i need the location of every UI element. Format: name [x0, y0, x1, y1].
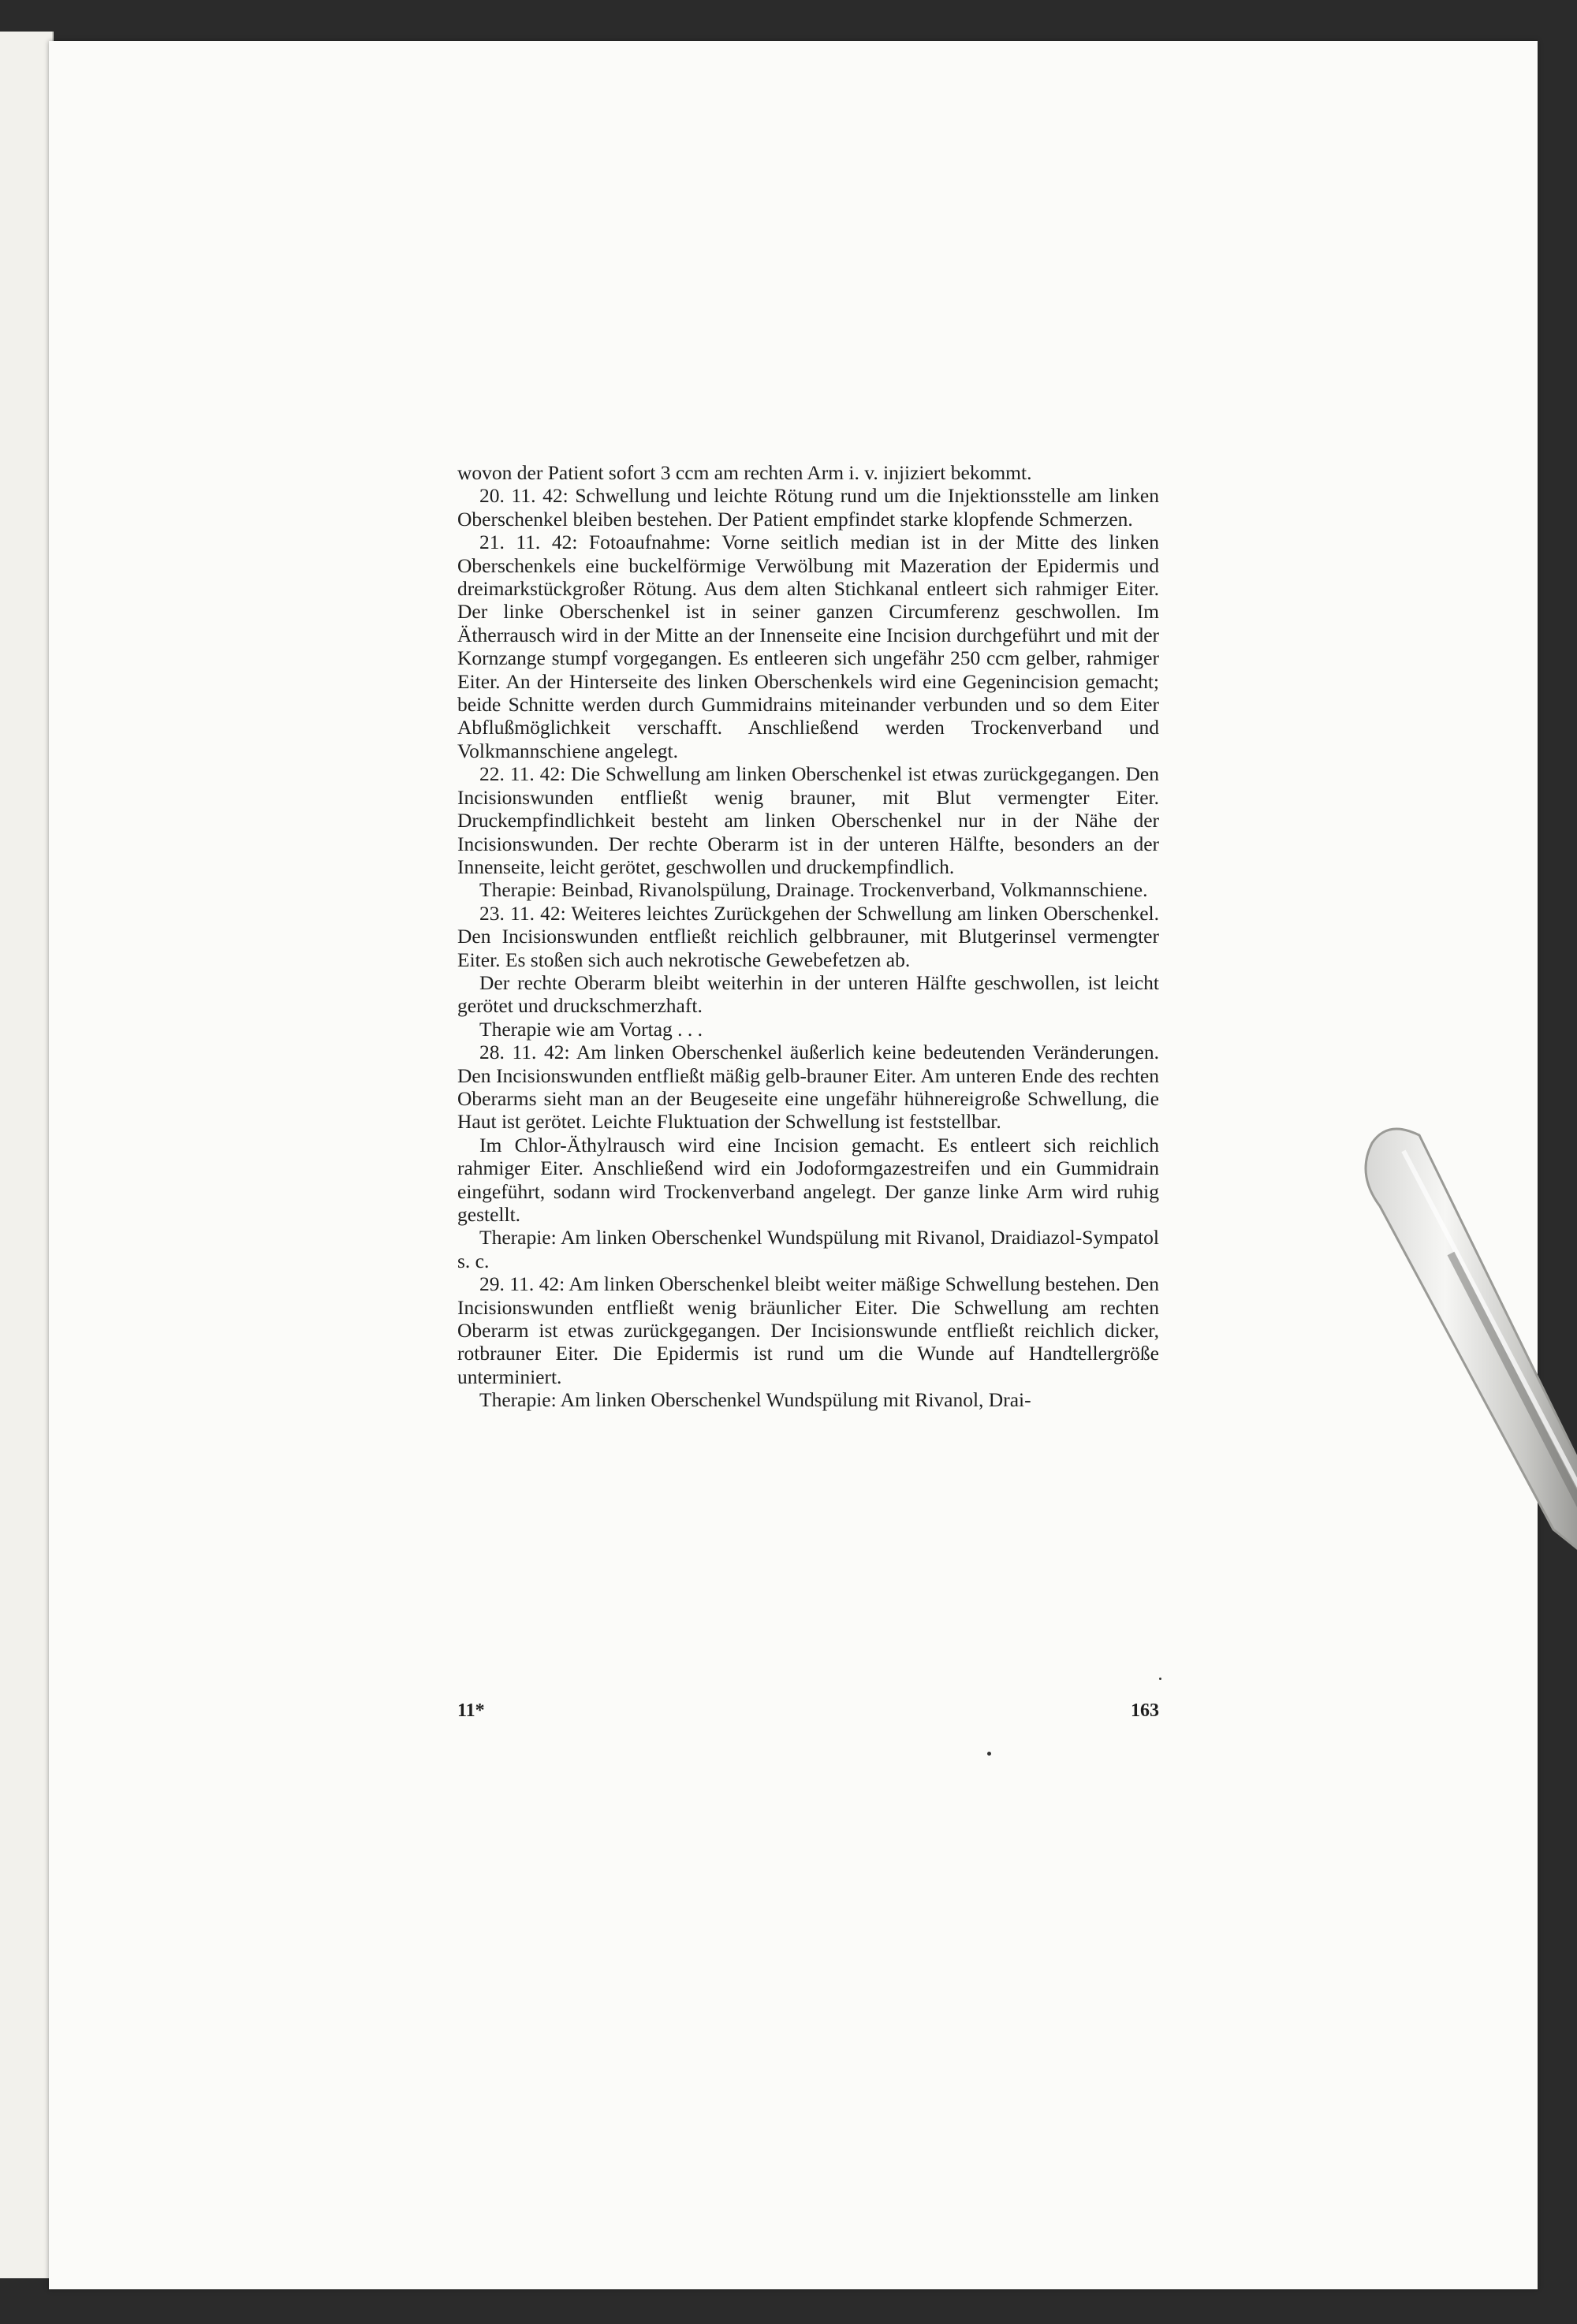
paragraph: wovon der Patient sofort 3 ccm am rechten Arm i. v. injiziert bekommt. — [457, 461, 1032, 484]
paragraph: 28. 11. 42: Am linken Oberschenkel äußerlich keine bedeutenden Veränderungen. Den Incisionswunden entfließt mäßig gelb-brauner Eiter. Am unteren Ende des rechten Oberarms sieht man an der Beugeseite eine ungefähr hühnereigroße Schwellung, die Haut ist gerötet. Leichte Fluktuation der Schwellung ist feststellbar. — [457, 1041, 1159, 1134]
paragraph: Therapie: Beinbad, Rivanolspülung, Drainage. Trockenverband, Volkmannschiene. — [479, 878, 1148, 902]
speck — [1159, 1678, 1161, 1680]
paragraph: Therapie: Am linken Oberschenkel Wundspülung mit Rivanol, Drai- — [479, 1388, 1031, 1412]
paragraph: Therapie: Am linken Oberschenkel Wundspülung mit Rivanol, Draidiazol-Sympatol s. c. — [457, 1226, 1159, 1272]
paragraph: 23. 11. 42: Weiteres leichtes Zurückgehen der Schwellung am linken Oberschenkel. Den Incisionswunden entfließt reichlich gelbbrauner, mit Blutgerinsel vermengter Eiter. Es stoßen sich auch nekrotische Gewebefetzen ab. — [457, 901, 1159, 971]
book-page — [49, 41, 1538, 2289]
paragraph: Im Chlor-Äthylrausch wird eine Incision gemacht. Es entleert sich reichlich rahmiger Eiter. Anschließend wird ein Jodoformgazestreifen und ein Gummidrain eingeführt, sodann wird Trockenverband angelegt. Der ganze linke Arm wird ruhig gestellt. — [457, 1133, 1159, 1226]
paragraph: 29. 11. 42: Am linken Oberschenkel bleibt weiter mäßige Schwellung bestehen. Den Incisionswunden entfließt wenig bräunlicher Eiter. Die Schwellung am rechten Oberarm ist etwas zurückgegangen. Der Incisionswunde entfließt reichlich dicker, rotbrauner Eiter. Die Epidermis ist rund um die Wunde auf Handtellergröße unterminiert. — [457, 1272, 1159, 1388]
paragraph: 22. 11. 42: Die Schwellung am linken Oberschenkel ist etwas zurückgegangen. Den Incisionswunden entfließt wenig brauner, mit Blut vermengter Eiter. Druckempfindlichkeit besteht am linken Oberschenkel nur in der Nähe der Incisionswunden. Der rechte Oberarm ist in der unteren Hälfte, besonders an der Innenseite, leicht gerötet, geschwollen und druckempfindlich. — [457, 762, 1159, 878]
paragraph: 20. 11. 42: Schwellung und leichte Rötung rund um die Injektionsstelle am linken Oberschenkel bleiben bestehen. Der Patient empfindet starke klopfende Schmerzen. — [457, 484, 1159, 531]
paragraph: Der rechte Oberarm bleibt weiterhin in der unteren Hälfte geschwollen, ist leicht gerötet und druckschmerzhaft. — [457, 970, 1159, 1018]
speck — [987, 1752, 991, 1756]
body-text — [457, 461, 1159, 1412]
paragraph: 21. 11. 42: Fotoaufnahme: Vorne seitlich median ist in der Mitte des linken Oberschenkels eine buckelförmige Verwölbung mit Mazeration der Epidermis und dreimarkstückgroßer Rötung. Aus dem alten Stichkanal entleert sich rahmiger Eiter. Der linke Oberschenkel ist in seiner ganzen Circumferenz geschwollen. Im Ätherrausch wird in der Mitte an der Innenseite eine Incision durchgeführt und mit der Kornzange stumpf vorgegangen. Es entleeren sich ungefähr 250 ccm gelber, rahmiger Eiter. An der Hinterseite des linken Oberschenkels wird eine Gegenincision gemacht; beide Schnitte werden durch Gummidrains miteinander verbunden und so dem Eiter Abflußmöglichkeit verschafft. Anschließend werden Trockenverband und Volkmannschiene angelegt. — [457, 531, 1159, 762]
tweezers-icon — [1356, 1119, 1577, 1561]
signature-mark: 11* — [457, 1700, 485, 1721]
left-page-edge — [0, 32, 54, 2278]
paragraph: Therapie wie am Vortag . . . — [479, 1017, 703, 1041]
page-number: 163 — [1131, 1700, 1159, 1721]
page-footer — [457, 1700, 1159, 1722]
